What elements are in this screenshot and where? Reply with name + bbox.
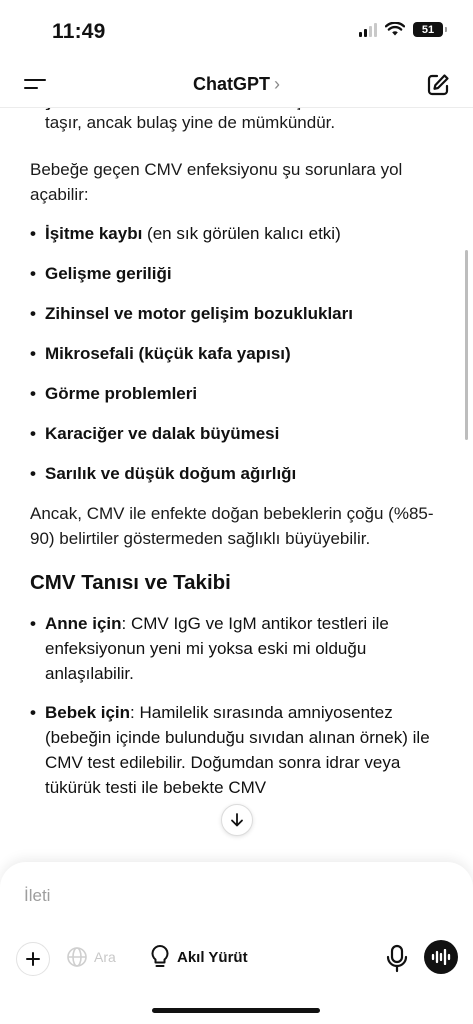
search-label: Ara: [94, 949, 116, 965]
list-item-bold: İşitme kaybı: [45, 224, 143, 243]
list-item-bold: Karaciğer ve dalak büyümesi: [45, 424, 280, 443]
list-item: [30, 341, 443, 366]
home-indicator: [152, 1008, 320, 1013]
battery-level: 51: [421, 23, 435, 36]
section-heading: CMV Tanısı ve Takibi: [30, 571, 231, 594]
nav-title-text: ChatGPT: [192, 74, 270, 94]
model-selector[interactable]: [0, 74, 473, 95]
reason-label: Akıl Yürüt: [177, 948, 248, 966]
voice-waveform-icon: [431, 949, 451, 965]
lightbulb-icon: [150, 944, 170, 970]
partial-line: taşır, ancak bulaş yine de mümkündür.: [45, 113, 336, 132]
list-item: [30, 301, 443, 326]
status-time: 11:49: [52, 20, 106, 43]
arrow-down-icon: [229, 812, 245, 828]
composer: [0, 862, 473, 1024]
list-item: [30, 221, 443, 246]
voice-mode-button[interactable]: [424, 940, 458, 974]
composer-toolbar: [0, 942, 473, 980]
assistant-message: [30, 94, 443, 800]
list-item: [30, 461, 443, 486]
plus-icon: [26, 952, 40, 966]
symptom-list: [30, 221, 443, 486]
add-attachment-button[interactable]: [16, 942, 50, 976]
search-button[interactable]: [66, 946, 116, 968]
list-item-bold: Zihinsel ve motor gelişim bozuklukları: [45, 304, 353, 323]
chevron-right-icon: ›: [274, 74, 280, 94]
list-item-bold: Bebek için: [45, 703, 131, 722]
diagnosis-list: [30, 611, 443, 800]
chat-message-area[interactable]: [0, 88, 473, 868]
globe-icon: [66, 946, 88, 968]
scroll-down-button[interactable]: [221, 804, 253, 836]
microphone-icon[interactable]: [384, 944, 410, 974]
outro-paragraph: Ancak, CMV ile enfekte doğan bebeklerin çoğu (%85-90) belirtiler göstermeden sağlıklı büyüyebilir.: [30, 504, 434, 548]
wifi-icon: [385, 22, 405, 37]
status-icons: [359, 22, 443, 37]
cellular-signal-icon: [359, 23, 377, 37]
list-item: [30, 700, 443, 800]
intro-paragraph: Bebeğe geçen CMV enfeksiyonu şu sorunlara yol açabilir:: [30, 160, 403, 204]
edit-icon[interactable]: [425, 72, 451, 98]
list-item-bold: Görme problemleri: [45, 384, 198, 403]
list-item: [30, 261, 443, 286]
battery-icon: [413, 22, 443, 37]
list-item: [30, 611, 443, 686]
list-item-text: : Hamilelik sırasında amniyosentez (bebeğin içinde bulunduğu sıvıdan alınan örnek) ile CMV test edilebilir. Doğumdan sonra idrar veya tükürük testi ile bebekte CMV: [45, 703, 430, 797]
nav-bar: [0, 62, 473, 108]
scrollbar[interactable]: [465, 250, 468, 440]
list-item-text: : CMV IgG ve IgM antikor testleri ile enfeksiyonun yeni mi yoksa eski mi olduğu anlaşılabilir.: [45, 614, 389, 683]
list-item-bold: Mikrosefali (küçük kafa yapısı): [45, 344, 291, 363]
list-item-bold: Anne için: [45, 614, 122, 633]
list-item: [30, 421, 443, 446]
list-item-bold: Sarılık ve düşük doğum ağırlığı: [45, 464, 297, 483]
message-input[interactable]: İleti: [24, 886, 51, 905]
list-item-text: (en sık görülen kalıcı etki): [142, 224, 341, 243]
reason-button[interactable]: [150, 944, 248, 970]
list-item-bold: Gelişme geriliği: [45, 264, 172, 283]
status-bar: [0, 0, 473, 60]
list-item: [30, 381, 443, 406]
